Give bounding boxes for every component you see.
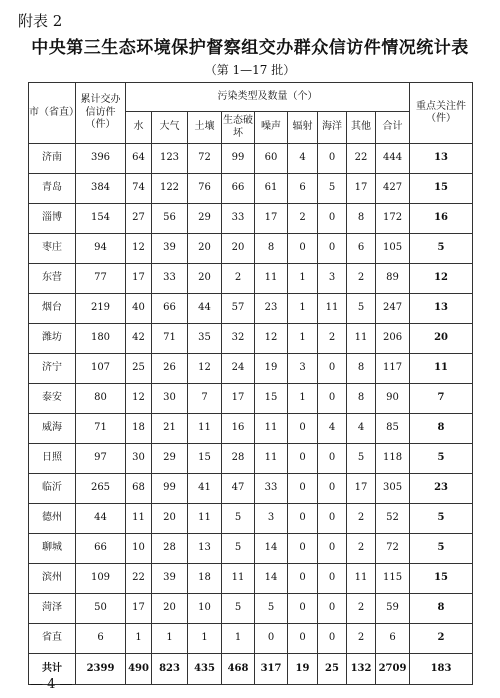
- type-value-cell: 468: [222, 654, 255, 685]
- type-value-cell: 3: [288, 354, 318, 384]
- type-value-cell: 305: [376, 474, 410, 504]
- type-value-cell: 30: [152, 384, 188, 414]
- type-value-cell: 11: [255, 444, 288, 474]
- type-value-cell: 20: [222, 234, 255, 264]
- cumulative-cell: 154: [76, 204, 126, 234]
- type-value-cell: 64: [126, 144, 152, 174]
- type-value-cell: 41: [188, 474, 222, 504]
- table-row: [29, 474, 473, 504]
- key-focus-cell: 7: [410, 384, 473, 414]
- type-value-cell: 12: [188, 354, 222, 384]
- cumulative-cell: 80: [76, 384, 126, 414]
- table-row: [29, 384, 473, 414]
- city-cell: 德州: [29, 504, 76, 534]
- type-value-cell: 5: [222, 504, 255, 534]
- type-value-cell: 14: [255, 534, 288, 564]
- cumulative-cell: 219: [76, 294, 126, 324]
- type-value-cell: 0: [318, 144, 347, 174]
- type-value-cell: 3: [255, 504, 288, 534]
- city-cell: 泰安: [29, 384, 76, 414]
- type-value-cell: 61: [255, 174, 288, 204]
- type-value-cell: 11: [255, 414, 288, 444]
- type-value-cell: 29: [152, 444, 188, 474]
- type-value-cell: 0: [288, 504, 318, 534]
- type-value-cell: 823: [152, 654, 188, 685]
- header-key-focus: 重点关注件（件）: [410, 83, 473, 144]
- city-cell: 聊城: [29, 534, 76, 564]
- type-value-cell: 490: [126, 654, 152, 685]
- header-type: 水: [126, 112, 152, 144]
- type-value-cell: 1: [288, 294, 318, 324]
- type-value-cell: 17: [255, 204, 288, 234]
- petition-statistics-table: [28, 82, 473, 685]
- cumulative-cell: 109: [76, 564, 126, 594]
- city-cell: 济宁: [29, 354, 76, 384]
- type-value-cell: 18: [126, 414, 152, 444]
- type-value-cell: 6: [376, 624, 410, 654]
- type-value-cell: 4: [288, 144, 318, 174]
- type-value-cell: 2: [347, 594, 376, 624]
- type-value-cell: 44: [188, 294, 222, 324]
- type-value-cell: 6: [288, 174, 318, 204]
- type-value-cell: 2: [347, 534, 376, 564]
- key-focus-cell: 20: [410, 324, 473, 354]
- type-value-cell: 1: [126, 624, 152, 654]
- cumulative-cell: 77: [76, 264, 126, 294]
- type-value-cell: 24: [222, 354, 255, 384]
- type-value-cell: 0: [288, 234, 318, 264]
- key-focus-cell: 5: [410, 534, 473, 564]
- header-cumulative: 累计交办信访件（件）: [76, 83, 126, 144]
- type-value-cell: 18: [188, 564, 222, 594]
- header-type: 其他: [347, 112, 376, 144]
- key-focus-cell: 13: [410, 294, 473, 324]
- cumulative-cell: 265: [76, 474, 126, 504]
- type-value-cell: 17: [126, 594, 152, 624]
- city-cell: 临沂: [29, 474, 76, 504]
- type-value-cell: 68: [126, 474, 152, 504]
- type-value-cell: 90: [376, 384, 410, 414]
- type-value-cell: 32: [222, 324, 255, 354]
- type-value-cell: 89: [376, 264, 410, 294]
- type-value-cell: 72: [376, 534, 410, 564]
- type-value-cell: 2: [288, 204, 318, 234]
- key-focus-cell: 2: [410, 624, 473, 654]
- type-value-cell: 444: [376, 144, 410, 174]
- type-value-cell: 11: [318, 294, 347, 324]
- type-value-cell: 206: [376, 324, 410, 354]
- type-value-cell: 1: [288, 384, 318, 414]
- type-value-cell: 19: [255, 354, 288, 384]
- type-value-cell: 12: [126, 234, 152, 264]
- city-cell: 枣庄: [29, 234, 76, 264]
- type-value-cell: 71: [152, 324, 188, 354]
- batch-subtitle: （第 1—17 批）: [204, 63, 296, 77]
- type-value-cell: 16: [222, 414, 255, 444]
- type-value-cell: 11: [255, 264, 288, 294]
- type-value-cell: 11: [347, 564, 376, 594]
- cumulative-cell: 44: [76, 504, 126, 534]
- type-value-cell: 0: [288, 474, 318, 504]
- header-type: 海洋: [318, 112, 347, 144]
- type-value-cell: 22: [126, 564, 152, 594]
- type-value-cell: 105: [376, 234, 410, 264]
- type-value-cell: 427: [376, 174, 410, 204]
- type-value-cell: 17: [347, 474, 376, 504]
- type-value-cell: 12: [255, 324, 288, 354]
- type-value-cell: 28: [222, 444, 255, 474]
- table-row: [29, 504, 473, 534]
- type-value-cell: 33: [222, 204, 255, 234]
- type-value-cell: 0: [255, 624, 288, 654]
- city-cell: 东营: [29, 264, 76, 294]
- table-row: [29, 444, 473, 474]
- table-row: [29, 354, 473, 384]
- page-title: 中央第三生态环境保护督察组交办群众信访件情况统计表: [31, 38, 469, 58]
- header-city: 市（省直）: [29, 83, 76, 144]
- city-cell: 日照: [29, 444, 76, 474]
- type-value-cell: 10: [188, 594, 222, 624]
- type-value-cell: 17: [222, 384, 255, 414]
- header-type: 合计: [376, 112, 410, 144]
- type-value-cell: 0: [318, 234, 347, 264]
- type-value-cell: 5: [318, 174, 347, 204]
- type-value-cell: 132: [347, 654, 376, 685]
- type-value-cell: 172: [376, 204, 410, 234]
- type-value-cell: 1: [288, 264, 318, 294]
- key-focus-cell: 13: [410, 144, 473, 174]
- type-value-cell: 20: [152, 594, 188, 624]
- header-type: 辐射: [288, 112, 318, 144]
- type-value-cell: 0: [288, 594, 318, 624]
- table-row: [29, 204, 473, 234]
- type-value-cell: 2: [318, 324, 347, 354]
- type-value-cell: 0: [288, 624, 318, 654]
- type-value-cell: 33: [152, 264, 188, 294]
- type-value-cell: 5: [347, 444, 376, 474]
- key-focus-cell: 183: [410, 654, 473, 685]
- table-row: [29, 324, 473, 354]
- type-value-cell: 39: [152, 234, 188, 264]
- type-value-cell: 57: [222, 294, 255, 324]
- table-row: [29, 594, 473, 624]
- type-value-cell: 2: [222, 264, 255, 294]
- table-row: [29, 234, 473, 264]
- cumulative-cell: 384: [76, 174, 126, 204]
- key-focus-cell: 15: [410, 564, 473, 594]
- key-focus-cell: 16: [410, 204, 473, 234]
- key-focus-cell: 5: [410, 234, 473, 264]
- type-value-cell: 59: [376, 594, 410, 624]
- cumulative-cell: 71: [76, 414, 126, 444]
- type-value-cell: 74: [126, 174, 152, 204]
- type-value-cell: 6: [347, 234, 376, 264]
- type-value-cell: 13: [188, 534, 222, 564]
- type-value-cell: 17: [126, 264, 152, 294]
- type-value-cell: 20: [188, 234, 222, 264]
- type-value-cell: 11: [347, 324, 376, 354]
- type-value-cell: 14: [255, 564, 288, 594]
- type-value-cell: 11: [188, 504, 222, 534]
- type-value-cell: 21: [152, 414, 188, 444]
- type-value-cell: 99: [152, 474, 188, 504]
- type-value-cell: 118: [376, 444, 410, 474]
- type-value-cell: 435: [188, 654, 222, 685]
- type-value-cell: 7: [188, 384, 222, 414]
- type-value-cell: 2: [347, 504, 376, 534]
- type-value-cell: 8: [347, 384, 376, 414]
- type-value-cell: 60: [255, 144, 288, 174]
- city-cell: 淄博: [29, 204, 76, 234]
- key-focus-cell: 12: [410, 264, 473, 294]
- cumulative-cell: 50: [76, 594, 126, 624]
- key-focus-cell: 15: [410, 174, 473, 204]
- type-value-cell: 1: [222, 624, 255, 654]
- city-cell: 青岛: [29, 174, 76, 204]
- type-value-cell: 0: [318, 474, 347, 504]
- type-value-cell: 35: [188, 324, 222, 354]
- type-value-cell: 317: [255, 654, 288, 685]
- type-value-cell: 26: [152, 354, 188, 384]
- type-value-cell: 8: [347, 204, 376, 234]
- type-value-cell: 0: [318, 564, 347, 594]
- type-value-cell: 47: [222, 474, 255, 504]
- type-value-cell: 33: [255, 474, 288, 504]
- type-value-cell: 1: [152, 624, 188, 654]
- type-value-cell: 3: [318, 264, 347, 294]
- type-value-cell: 0: [288, 564, 318, 594]
- type-value-cell: 122: [152, 174, 188, 204]
- cumulative-cell: 66: [76, 534, 126, 564]
- cumulative-cell: 97: [76, 444, 126, 474]
- cumulative-cell: 2399: [76, 654, 126, 685]
- city-cell: 滨州: [29, 564, 76, 594]
- type-value-cell: 20: [188, 264, 222, 294]
- total-row: [29, 654, 473, 685]
- annex-label: 附表 2: [18, 12, 63, 30]
- type-value-cell: 123: [152, 144, 188, 174]
- cumulative-cell: 180: [76, 324, 126, 354]
- table-row: [29, 624, 473, 654]
- header-type: 生态破坏: [222, 112, 255, 144]
- type-value-cell: 15: [255, 384, 288, 414]
- type-value-cell: 2: [347, 624, 376, 654]
- type-value-cell: 42: [126, 324, 152, 354]
- type-value-cell: 0: [318, 534, 347, 564]
- cumulative-cell: 94: [76, 234, 126, 264]
- city-cell: 烟台: [29, 294, 76, 324]
- key-focus-cell: 8: [410, 414, 473, 444]
- type-value-cell: 11: [188, 414, 222, 444]
- type-value-cell: 0: [318, 504, 347, 534]
- type-value-cell: 72: [188, 144, 222, 174]
- city-cell: 共计: [29, 654, 76, 685]
- type-value-cell: 1: [188, 624, 222, 654]
- type-value-cell: 15: [188, 444, 222, 474]
- header-type: 土壤: [188, 112, 222, 144]
- cumulative-cell: 6: [76, 624, 126, 654]
- type-value-cell: 19: [288, 654, 318, 685]
- header-type: 大气: [152, 112, 188, 144]
- city-cell: 威海: [29, 414, 76, 444]
- type-value-cell: 115: [376, 564, 410, 594]
- table-row: [29, 294, 473, 324]
- city-cell: 菏泽: [29, 594, 76, 624]
- cumulative-cell: 107: [76, 354, 126, 384]
- city-cell: 济南: [29, 144, 76, 174]
- header-pollution-group: 污染类型及数量（个）: [126, 83, 410, 112]
- key-focus-cell: 23: [410, 474, 473, 504]
- type-value-cell: 0: [318, 624, 347, 654]
- type-value-cell: 25: [126, 354, 152, 384]
- cumulative-cell: 396: [76, 144, 126, 174]
- key-focus-cell: 5: [410, 504, 473, 534]
- table-row: [29, 174, 473, 204]
- type-value-cell: 52: [376, 504, 410, 534]
- type-value-cell: 30: [126, 444, 152, 474]
- type-value-cell: 0: [318, 204, 347, 234]
- type-value-cell: 5: [222, 594, 255, 624]
- type-value-cell: 2: [347, 264, 376, 294]
- type-value-cell: 5: [222, 534, 255, 564]
- type-value-cell: 76: [188, 174, 222, 204]
- type-value-cell: 66: [222, 174, 255, 204]
- type-value-cell: 5: [347, 294, 376, 324]
- table-row: [29, 144, 473, 174]
- table-row: [29, 264, 473, 294]
- type-value-cell: 0: [288, 444, 318, 474]
- table-row: [29, 414, 473, 444]
- type-value-cell: 11: [126, 504, 152, 534]
- type-value-cell: 27: [126, 204, 152, 234]
- city-cell: 潍坊: [29, 324, 76, 354]
- header-type: 噪声: [255, 112, 288, 144]
- type-value-cell: 4: [347, 414, 376, 444]
- table-row: [29, 564, 473, 594]
- type-value-cell: 10: [126, 534, 152, 564]
- type-value-cell: 23: [255, 294, 288, 324]
- type-value-cell: 0: [288, 414, 318, 444]
- city-cell: 省直: [29, 624, 76, 654]
- type-value-cell: 28: [152, 534, 188, 564]
- type-value-cell: 11: [222, 564, 255, 594]
- type-value-cell: 8: [347, 354, 376, 384]
- type-value-cell: 4: [318, 414, 347, 444]
- type-value-cell: 0: [318, 384, 347, 414]
- type-value-cell: 22: [347, 144, 376, 174]
- type-value-cell: 2709: [376, 654, 410, 685]
- type-value-cell: 66: [152, 294, 188, 324]
- key-focus-cell: 5: [410, 444, 473, 474]
- type-value-cell: 17: [347, 174, 376, 204]
- type-value-cell: 40: [126, 294, 152, 324]
- type-value-cell: 1: [288, 324, 318, 354]
- type-value-cell: 20: [152, 504, 188, 534]
- key-focus-cell: 11: [410, 354, 473, 384]
- type-value-cell: 0: [318, 354, 347, 384]
- type-value-cell: 39: [152, 564, 188, 594]
- type-value-cell: 0: [318, 594, 347, 624]
- type-value-cell: 247: [376, 294, 410, 324]
- type-value-cell: 25: [318, 654, 347, 685]
- type-value-cell: 8: [255, 234, 288, 264]
- type-value-cell: 56: [152, 204, 188, 234]
- type-value-cell: 12: [126, 384, 152, 414]
- type-value-cell: 0: [288, 534, 318, 564]
- page-number: — 4 —: [30, 677, 73, 692]
- type-value-cell: 117: [376, 354, 410, 384]
- key-focus-cell: 8: [410, 594, 473, 624]
- type-value-cell: 99: [222, 144, 255, 174]
- type-value-cell: 0: [318, 444, 347, 474]
- table-row: [29, 534, 473, 564]
- type-value-cell: 5: [255, 594, 288, 624]
- type-value-cell: 85: [376, 414, 410, 444]
- type-value-cell: 29: [188, 204, 222, 234]
